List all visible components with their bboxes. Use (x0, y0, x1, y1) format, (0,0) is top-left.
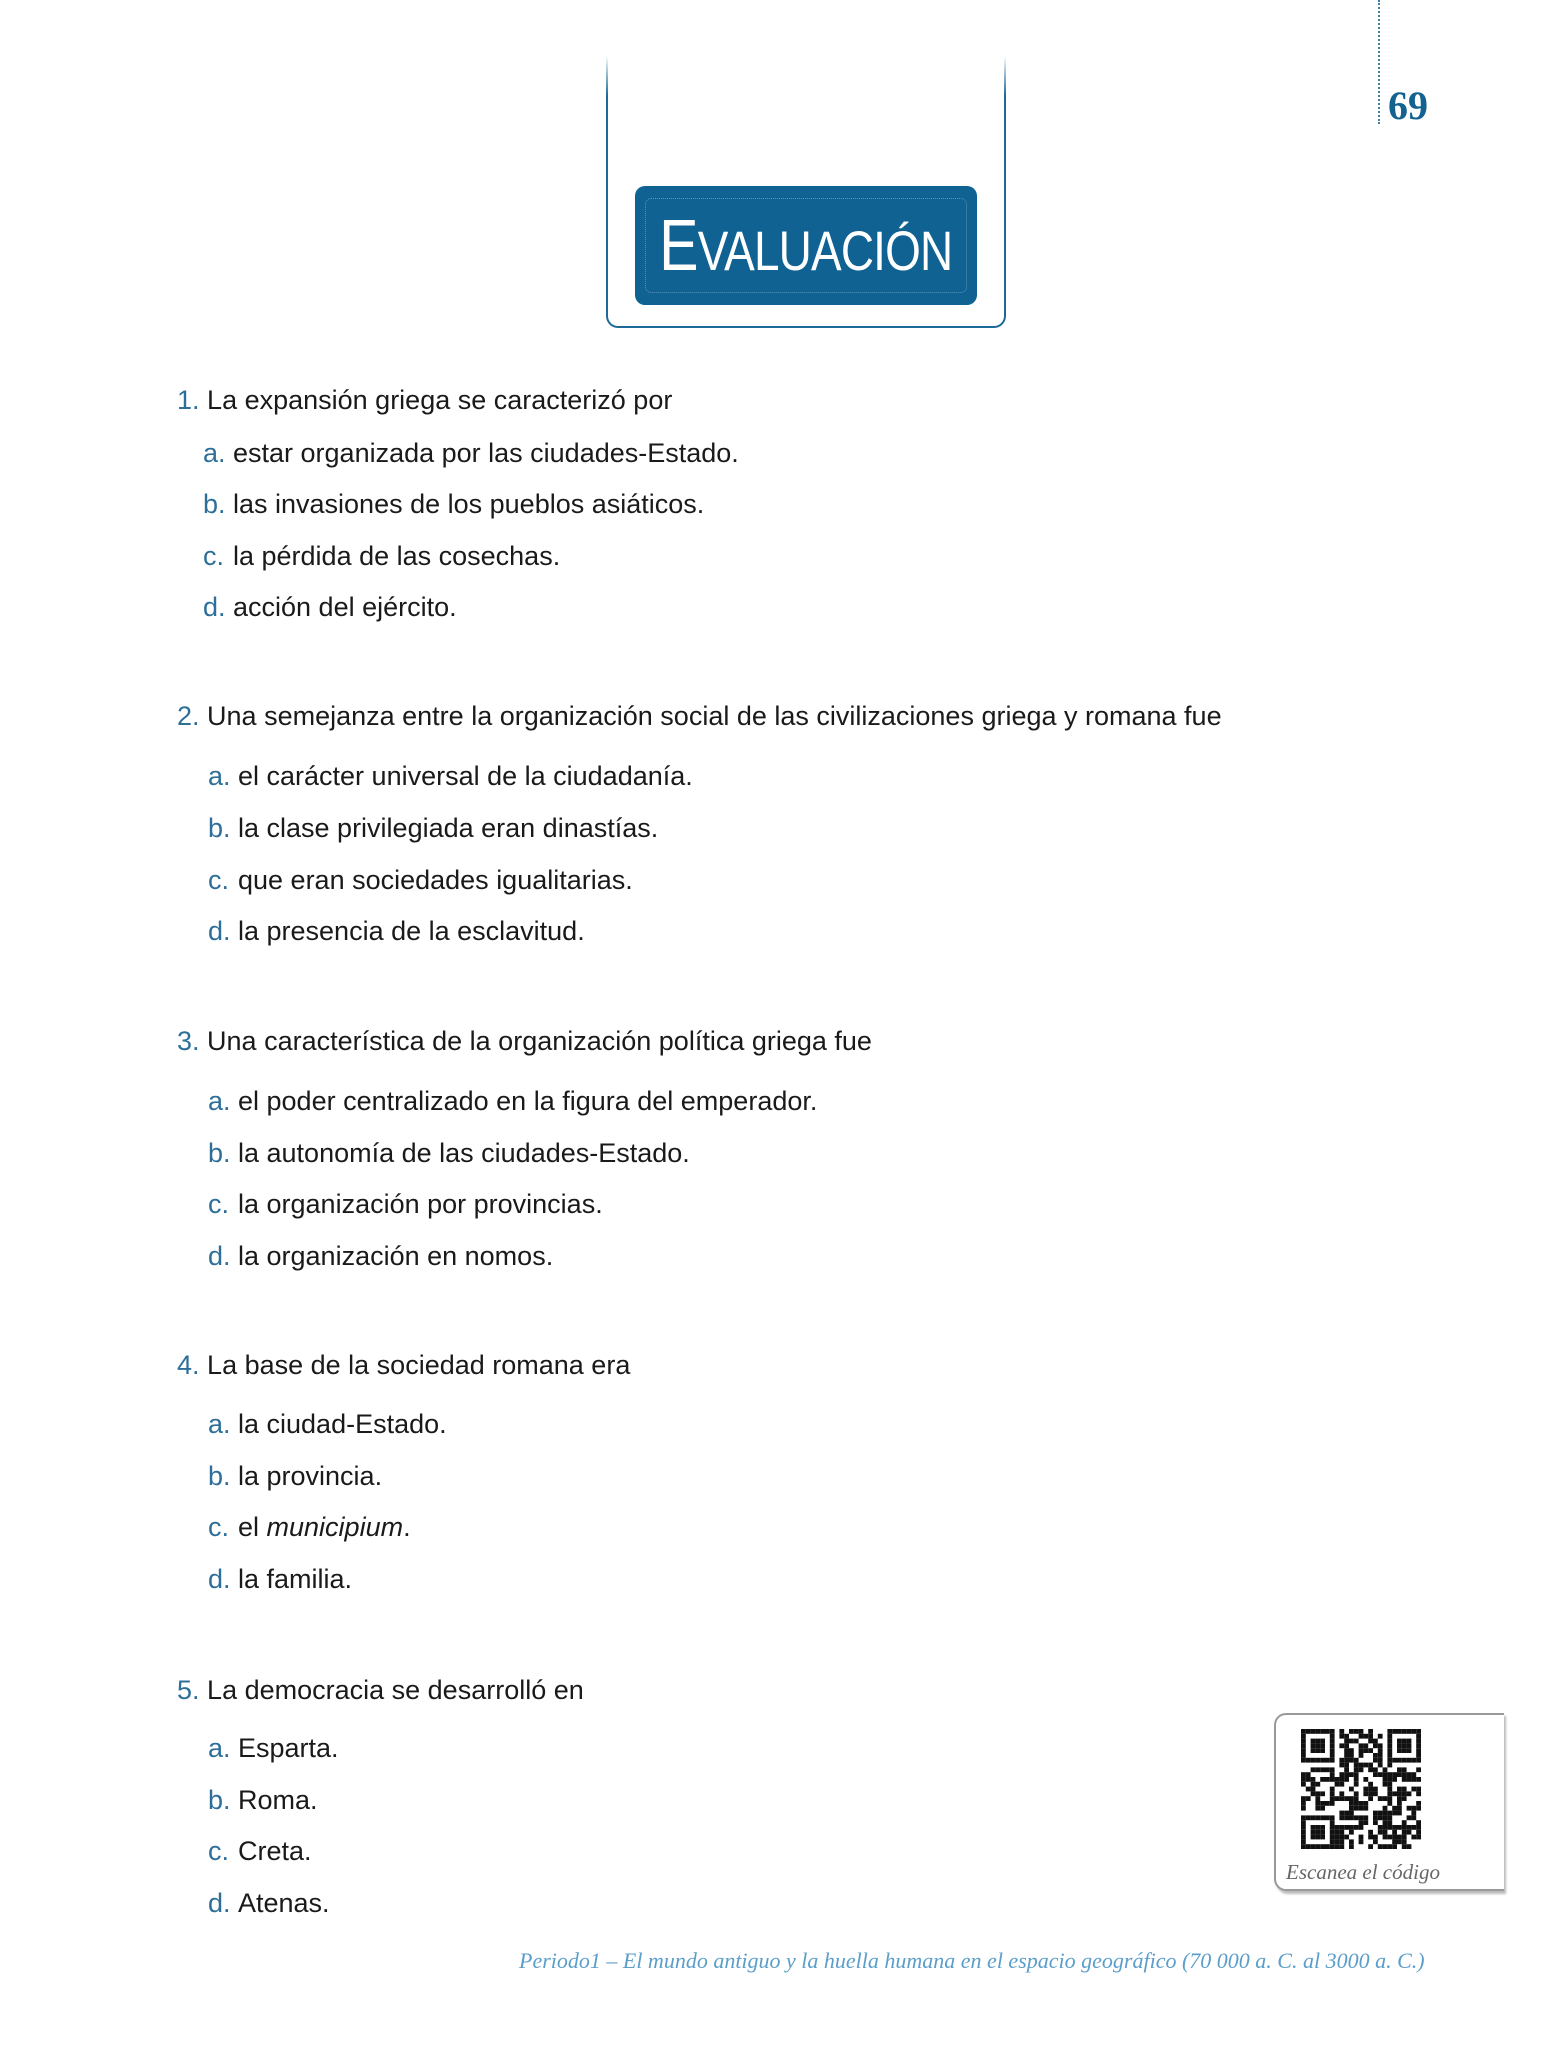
option-d[interactable] (203, 590, 457, 624)
option-text: acción del ejército. (233, 592, 457, 622)
option-d[interactable] (208, 1886, 330, 1920)
option-a[interactable] (208, 1407, 447, 1441)
option-text: la familia. (238, 1564, 353, 1594)
option-c[interactable] (208, 863, 633, 897)
option-a[interactable] (208, 1084, 817, 1118)
option-letter: c. (208, 1189, 230, 1219)
option-letter: b. (208, 1785, 231, 1815)
option-letter: a. (208, 761, 231, 791)
option-letter: b. (208, 1461, 231, 1491)
option-a[interactable] (208, 759, 693, 793)
option-text: la presencia de la esclavitud. (238, 916, 585, 946)
option-text: que eran sociedades igualitarias. (238, 865, 633, 895)
option-letter: c. (208, 1836, 230, 1866)
option-c[interactable] (208, 1187, 603, 1221)
option-d[interactable] (208, 1239, 553, 1273)
option-b[interactable] (208, 1136, 690, 1170)
option-letter: b. (208, 1138, 231, 1168)
option-text: el carácter universal de la ciudadanía. (238, 761, 693, 791)
option-text: la ciudad-Estado. (238, 1409, 447, 1439)
option-letter: a. (208, 1409, 231, 1439)
option-c[interactable] (208, 1834, 312, 1868)
option-letter: d. (208, 1564, 231, 1594)
option-letter: c. (208, 865, 230, 895)
option-text: Esparta. (238, 1733, 339, 1763)
option-letter: d. (208, 1241, 231, 1271)
option-a[interactable] (208, 1731, 339, 1765)
option-text: la organización por provincias. (238, 1189, 603, 1219)
question-4 (177, 1348, 630, 1382)
option-text: Roma. (238, 1785, 318, 1815)
page-number: 69 (1388, 83, 1428, 128)
option-letter: a. (203, 438, 226, 468)
question-text: La base de la sociedad romana era (207, 1350, 631, 1380)
option-c[interactable] (208, 1510, 411, 1544)
question-number: 4. (177, 1350, 200, 1380)
question-text: La expansión griega se caracterizó por (207, 385, 673, 415)
option-text: Creta. (238, 1836, 312, 1866)
section-title: EVALUACIÓN (659, 205, 953, 286)
option-text: la organización en nomos. (238, 1241, 554, 1271)
option-c[interactable] (203, 539, 560, 573)
option-a[interactable] (203, 436, 739, 470)
option-text: el (238, 1512, 267, 1542)
option-letter: d. (208, 1888, 231, 1918)
option-text: la provincia. (238, 1461, 383, 1491)
question-number: 1. (177, 385, 200, 415)
option-text: la autonomía de las ciudades-Estado. (238, 1138, 690, 1168)
option-text: la pérdida de las cosechas. (233, 541, 561, 571)
question-text: La democracia se desarrolló en (207, 1675, 584, 1705)
option-letter: c. (203, 541, 225, 571)
option-b[interactable] (208, 811, 658, 845)
option-text: estar organizada por las ciudades-Estado. (233, 438, 739, 468)
option-text: el poder centralizado en la figura del emperador. (238, 1086, 818, 1116)
option-letter: d. (208, 916, 231, 946)
option-text-italic: municipium (266, 1512, 404, 1542)
question-number: 5. (177, 1675, 200, 1705)
option-letter: d. (203, 592, 226, 622)
question-3 (177, 1024, 872, 1058)
question-number: 2. (177, 701, 200, 731)
question-1 (177, 383, 672, 417)
section-title-badge (635, 186, 977, 305)
option-text: la clase privilegiada eran dinastías. (238, 813, 659, 843)
option-letter: a. (208, 1086, 231, 1116)
option-letter: a. (208, 1733, 231, 1763)
option-b[interactable] (203, 487, 704, 521)
question-2 (177, 699, 1222, 733)
option-letter: b. (208, 813, 231, 843)
question-text: Una característica de la organización política griega fue (207, 1026, 872, 1056)
qr-code-icon (1301, 1729, 1421, 1849)
question-number: 3. (177, 1026, 200, 1056)
option-text: Atenas. (238, 1888, 330, 1918)
question-5 (177, 1673, 584, 1707)
option-letter: b. (203, 489, 226, 519)
option-text-end: . (403, 1512, 411, 1542)
option-b[interactable] (208, 1459, 382, 1493)
option-letter: c. (208, 1512, 230, 1542)
question-text: Una semejanza entre la organización social de las civilizaciones griega y romana fue (207, 701, 1222, 731)
qr-code-box[interactable] (1274, 1713, 1504, 1891)
page-footer: Periodo1 – El mundo antiguo y la huella humana en el espacio geográfico (70 000 a. C. al 3000 a. C.) (519, 1948, 1425, 1973)
qr-caption: Escanea el código (1286, 1860, 1440, 1884)
option-text: las invasiones de los pueblos asiáticos. (233, 489, 705, 519)
option-d[interactable] (208, 1562, 352, 1596)
page-margin-divider (1378, 0, 1380, 124)
option-b[interactable] (208, 1783, 318, 1817)
option-d[interactable] (208, 914, 585, 948)
